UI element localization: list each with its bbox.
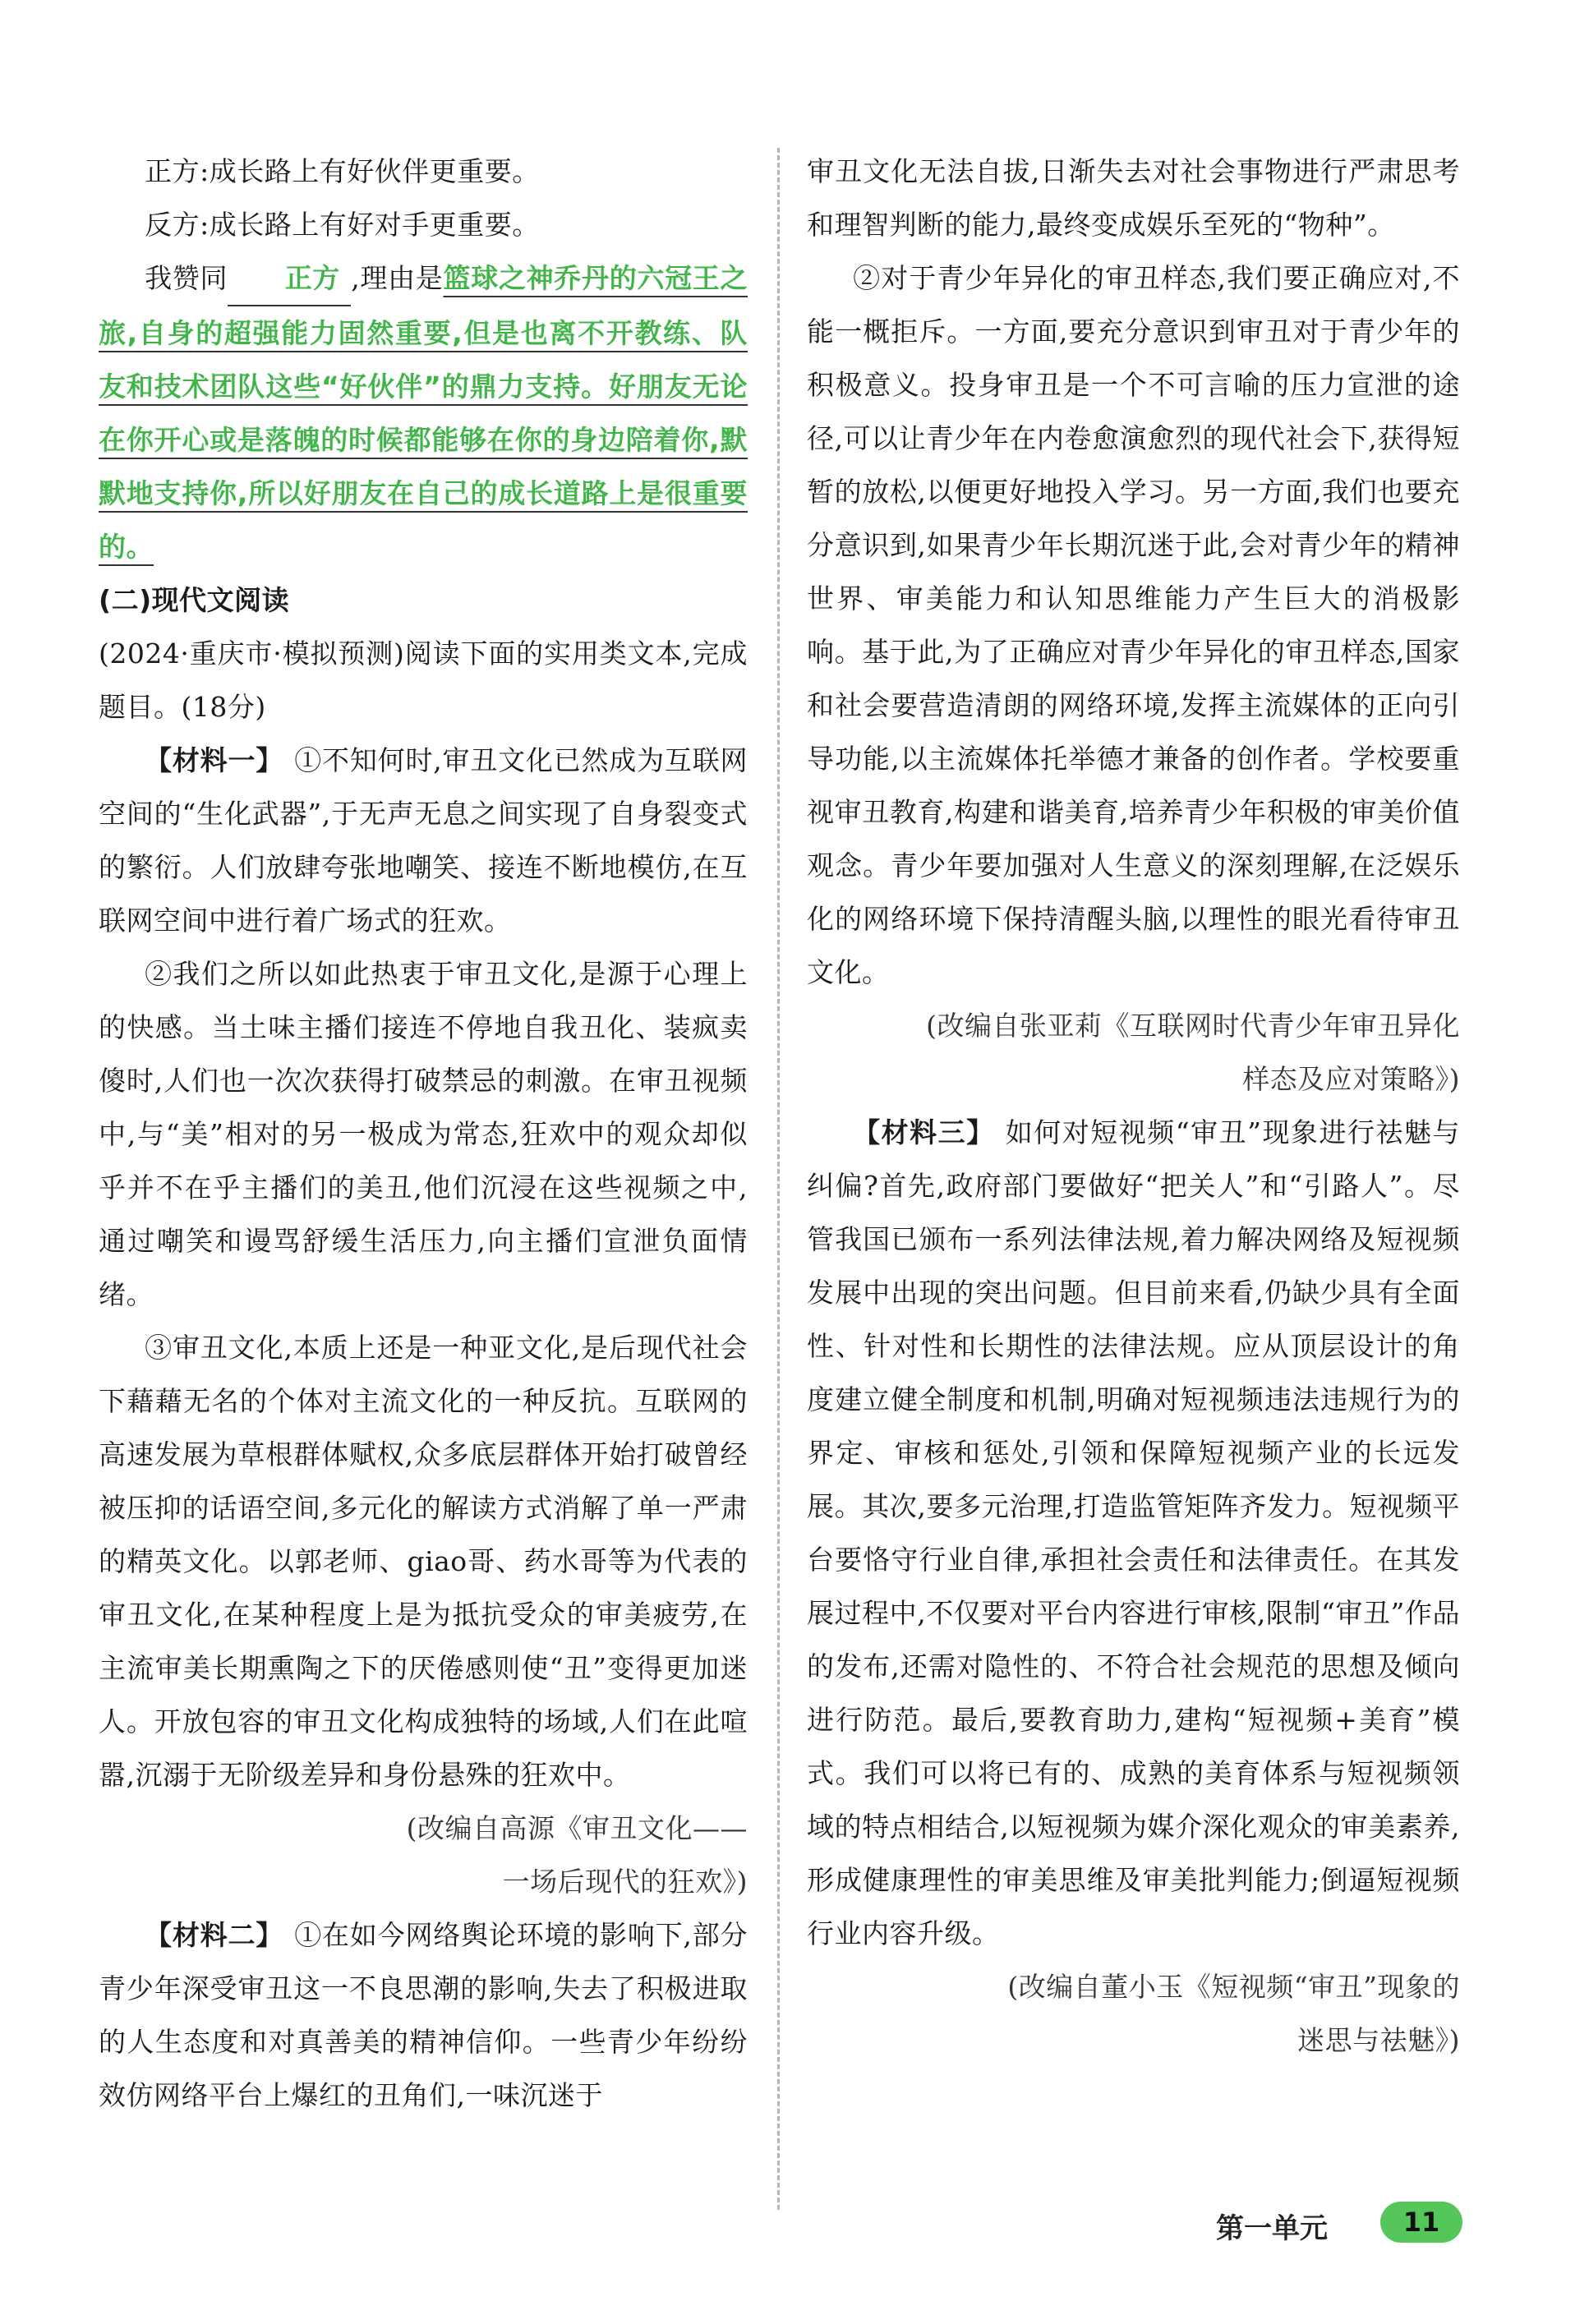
material-2-paragraph-2: ②对于青少年异化的审丑样态,我们要正确应对,不能一概拒斥。一方面,要充分意识到审丑对于青少年的积极意义。投身审丑是一个不可言喻的压力宣泄的途径,可以让青少年在内卷愈演愈烈的现代社会下,获得短暂的放松,以便更好地投入学习。另一方面,我们也要充分意识到,如果青少年长期沉迷于此,会对青少年的精神世界、审美能力和认知思维能力产生巨大的消极影响。基于此,为了正确应对青少年异化的审丑样态,国家和社会要营造清朗的网络环境,发挥主流媒体的正向引导功能,以主流媒体托举德才兼备的创作者。学校要重视审丑教育,构建和谐美育,培养青少年积极的审美价值观念。青少年要加强对人生意义的深刻理解,在泛娱乐化的网络环境下保持清醒头脑,以理性的眼光看待审丑文化。 — [807, 262, 1460, 988]
section-title: (二)现代文阅读 — [99, 584, 290, 616]
question-intro: (2024·重庆市·模拟预测)阅读下面的实用类文本,完成题目。(18分) — [99, 637, 748, 723]
material-2-text-1: ①在如今网络舆论环境的影响下,部分青少年深受审丑这一不良思潮的影响,失去了积极进取的人生态度和对真善美的精神信仰。一些青少年纷纷效仿网络平台上爆红的丑角们,一味沉迷于 — [99, 1919, 748, 2111]
answer-paragraph — [99, 251, 748, 573]
pro-side-statement: 正方:成长路上有好伙伴更重要。 — [145, 155, 540, 187]
page-number-badge: 11 — [1380, 2202, 1462, 2243]
left-column — [99, 145, 748, 2122]
material-1-paragraph-3: ③审丑文化,本质上还是一种亚文化,是后现代社会下藉藉无名的个体对主流文化的一种反抗。互联网的高速发展为草根群体赋权,众多底层群体开始打破曾经被压抑的话语空间,多元化的解读方式消解了单一严肃的精英文化。以郭老师、giao哥、药水哥等为代表的审丑文化,在某种程度上是为抵抗受众的审美疲劳,在主流审美长期熏陶之下的厌倦感则使“丑”变得更加迷人。开放包容的审丑文化构成独特的场域,人们在此喧嚣,沉溺于无阶级差异和身份悬殊的狂欢中。 — [99, 1332, 748, 1791]
right-column — [807, 145, 1460, 2067]
material-2-paragraph-1-continued: 审丑文化无法自拔,日渐失去对社会事物进行严肃思考和理智判断的能力,最终变成娱乐至死的“物种”。 — [807, 155, 1460, 241]
material-2-source-line-1: (改编自张亚莉《互联网时代青少年审丑异化 — [926, 1010, 1460, 1042]
agree-blank-answer: 正方 — [228, 251, 351, 306]
material-3-paragraph-1 — [807, 1106, 1460, 1960]
material-1-text-1: ①不知何时,审丑文化已然成为互联网空间的“生化武器”,于无声无息之间实现了自身裂变式的繁衍。人们放肆夸张地嘲笑、接连不断地模仿,在互联网空间中进行着广场式的狂欢。 — [99, 744, 748, 937]
material-3-source-line-2: 迷思与祛魅》) — [1297, 2024, 1460, 2056]
material-2-label: 【材料二】 — [145, 1919, 284, 1951]
material-1-source-line-1: (改编自高源《审丑文化—— — [406, 1812, 748, 1844]
material-1-paragraph-2: ②我们之所以如此热衷于审丑文化,是源于心理上的快感。当土味主播们接连不停地自我丑化、装疯卖傻时,人们也一次次获得打破禁忌的刺激。在审丑视频中,与“美”相对的另一极成为常态,狂欢中的观众却似乎并不在乎主播们的美丑,他们沉浸在这些视频之中,通过嘲笑和谩骂舒缓生活压力,向主播们宣泄负面情绪。 — [99, 958, 748, 1310]
material-3-text-1: 如何对短视频“审丑”现象进行祛魅与纠偏?首先,政府部门要做好“把关人”和“引路人”。尽管我国已颁布一系列法律法规,着力解决网络及短视频发展中出现的突出问题。但目前来看,仍缺少具有全面性、针对性和长期性的法律法规。应从顶层设计的角度建立健全制度和机制,明确对短视频违法违规行为的界定、审核和惩处,引领和保障短视频产业的长远发展。其次,要多元治理,打造监管矩阵齐发力。短视频平台要恪守行业自律,承担社会责任和法律责任。在其发展过程中,不仅要对平台内容进行审核,限制“审丑”作品的发布,还需对隐性的、不符合社会规范的思想及倾向进行防范。最后,要教育助力,建构“短视频+美育”模式。我们可以将已有的、成熟的美育体系与短视频领域的特点相结合,以短视频为媒介深化观众的审美素养,形成健康理性的审美思维及审美批判能力;倒逼短视频行业内容升级。 — [807, 1116, 1460, 1949]
material-1-source-line-2: 一场后现代的狂欢》) — [502, 1866, 748, 1898]
material-3-label: 【材料三】 — [853, 1116, 995, 1148]
material-3-source-line-1: (改编自董小玉《短视频“审丑”现象的 — [1007, 1971, 1460, 2003]
reason-prefix: ,理由是 — [351, 262, 444, 294]
material-1-label: 【材料一】 — [145, 744, 284, 776]
material-2-source-line-2: 样态及应对策略》) — [1242, 1063, 1460, 1095]
column-divider — [777, 148, 780, 2210]
material-2-paragraph-1 — [99, 1908, 748, 2122]
agree-prefix: 我赞同 — [145, 262, 228, 294]
material-1-paragraph-1 — [99, 734, 748, 947]
con-side-statement: 反方:成长路上有好对手更重要。 — [145, 209, 540, 241]
handwritten-answer: 篮球之神乔丹的六冠王之旅,自身的超强能力固然重要,但是也离不开教练、队友和技术团队这些“好伙伴”的鼎力支持。好朋友无论在你开心或是落魄的时候都能够在你的身边陪着你,默默地支持你,所以好朋友在自己的成长道路上是很重要的。 — [99, 262, 748, 563]
unit-label: 第一单元 — [1216, 2212, 1328, 2245]
